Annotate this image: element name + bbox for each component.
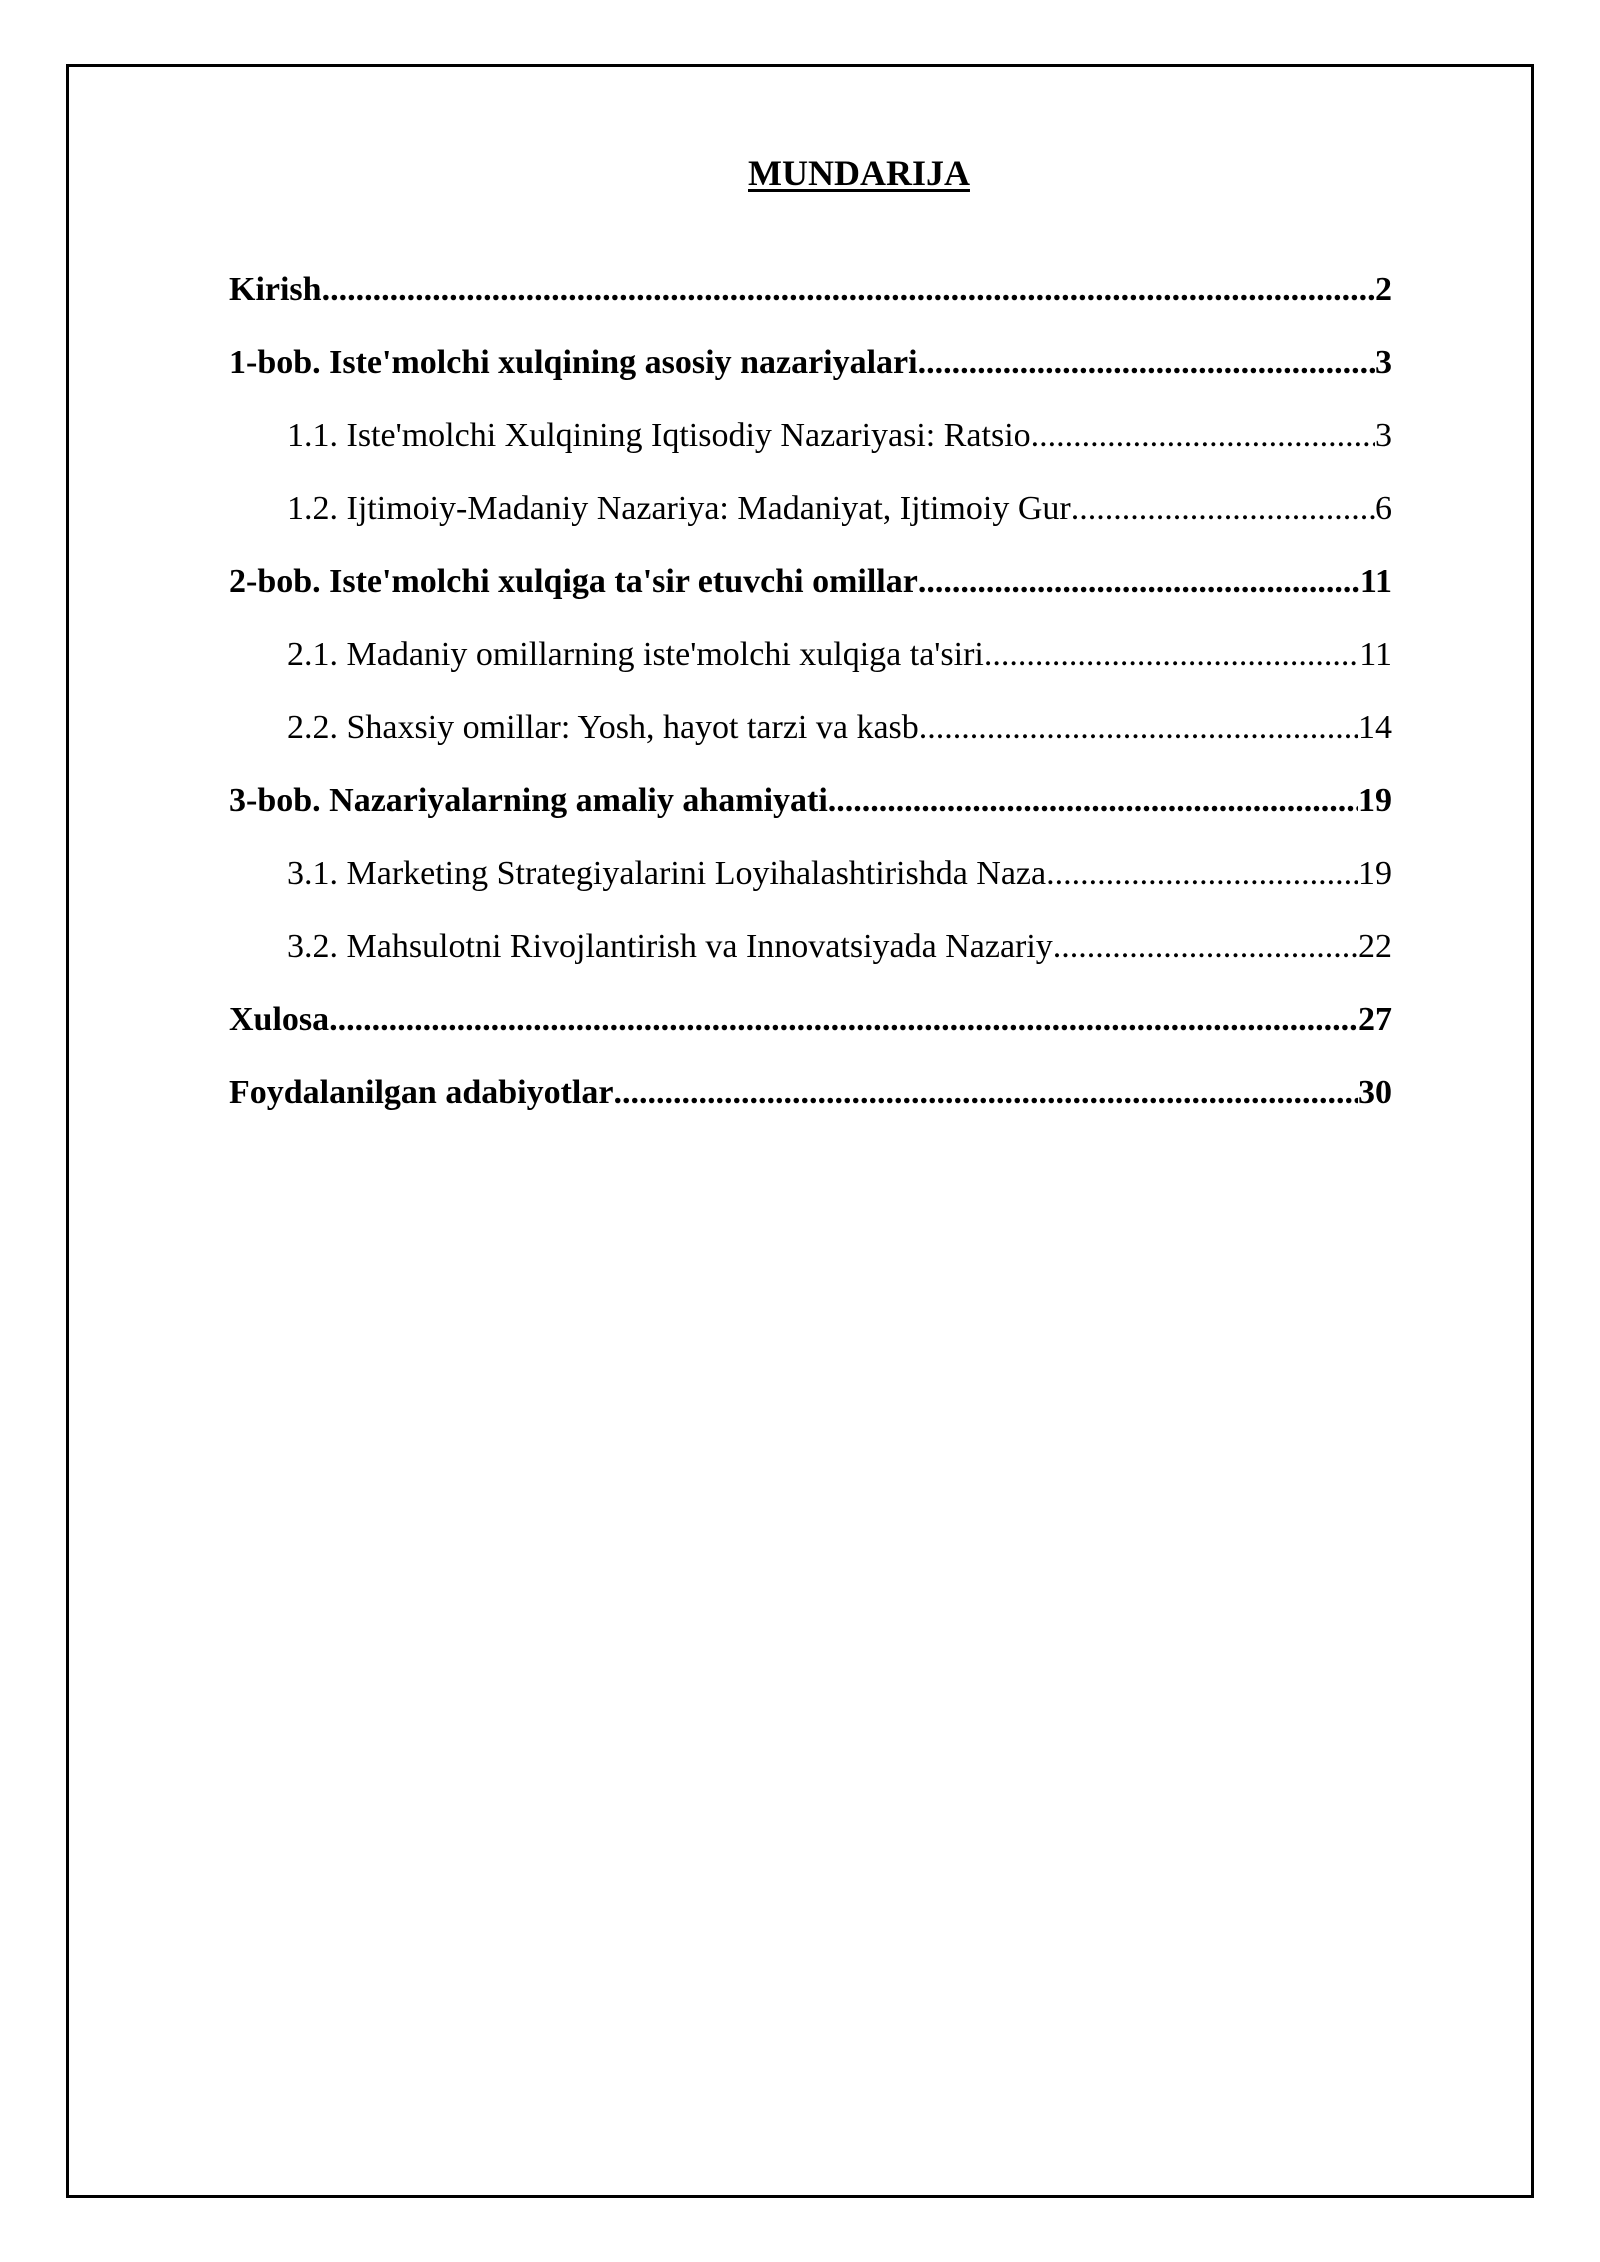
toc-page-number: 27 [1358, 1001, 1392, 1038]
toc-entry-label: Foydalanilgan adabiyotlar [229, 1074, 614, 1111]
dot-leader [1071, 483, 1375, 535]
toc-entry-chapter-3[interactable] [229, 775, 1392, 848]
dot-leader [329, 994, 1358, 1046]
dot-leader [322, 264, 1375, 316]
dot-leader [1053, 921, 1358, 973]
dot-leader [918, 556, 1360, 608]
dot-leader [828, 775, 1358, 827]
toc-entry-chapter-1[interactable] [229, 337, 1392, 410]
table-of-contents [229, 264, 1392, 1140]
toc-entry-section-1-2[interactable] [229, 483, 1392, 556]
toc-page-number: 2 [1375, 271, 1392, 308]
dot-leader [984, 629, 1359, 681]
toc-entry-label: 3.2. Mahsulotni Rivojlantirish va Innovatsiyada Nazariy [287, 928, 1053, 965]
dot-leader [919, 702, 1358, 754]
toc-entry-section-2-2[interactable] [229, 702, 1392, 775]
toc-entry-label: Kirish [229, 271, 322, 308]
toc-page-number: 19 [1358, 855, 1392, 892]
dot-leader [613, 1067, 1358, 1119]
toc-entry-section-1-1[interactable] [229, 410, 1392, 483]
toc-entry-introduction[interactable] [229, 264, 1392, 337]
toc-page-number: 11 [1359, 563, 1392, 600]
toc-entry-conclusion[interactable] [229, 994, 1392, 1067]
toc-page-number: 3 [1375, 344, 1392, 381]
toc-title: MUNDARIJA [748, 153, 970, 193]
toc-entry-label: 1-bob. Iste'molchi xulqining asosiy nazariyalari [229, 344, 918, 381]
dot-leader [1031, 410, 1375, 462]
toc-entry-section-3-1[interactable] [229, 848, 1392, 921]
toc-entry-label: 2.2. Shaxsiy omillar: Yosh, hayot tarzi va kasb [287, 709, 919, 746]
toc-page-number: 30 [1358, 1074, 1392, 1111]
toc-entry-references[interactable] [229, 1067, 1392, 1140]
toc-page-number: 22 [1358, 928, 1392, 965]
dot-leader [1046, 848, 1358, 900]
toc-page-number: 11 [1359, 636, 1392, 673]
toc-page-number: 3 [1375, 417, 1392, 454]
toc-entry-section-3-2[interactable] [229, 921, 1392, 994]
dot-leader [918, 337, 1375, 389]
toc-entry-label: 2.1. Madaniy omillarning iste'molchi xulqiga ta'siri [287, 636, 984, 673]
toc-page-number: 14 [1358, 709, 1392, 746]
toc-page-number: 19 [1358, 782, 1392, 819]
toc-entry-label: 3-bob. Nazariyalarning amaliy ahamiyati [229, 782, 828, 819]
toc-entry-label: 1.2. Ijtimoiy-Madaniy Nazariya: Madaniyat, Ijtimoiy Gur [287, 490, 1071, 527]
toc-entry-label: 3.1. Marketing Strategiyalarini Loyihalashtirishda Naza [287, 855, 1047, 892]
toc-entry-label: 1.1. Iste'molchi Xulqining Iqtisodiy Nazariyasi: Ratsio [287, 417, 1031, 454]
toc-entry-label: Xulosa [229, 1001, 330, 1038]
toc-page-number: 6 [1375, 490, 1392, 527]
toc-entry-section-2-1[interactable] [229, 629, 1392, 702]
toc-entry-label: 2-bob. Iste'molchi xulqiga ta'sir etuvchi omillar [229, 563, 918, 600]
toc-entry-chapter-2[interactable] [229, 556, 1392, 629]
